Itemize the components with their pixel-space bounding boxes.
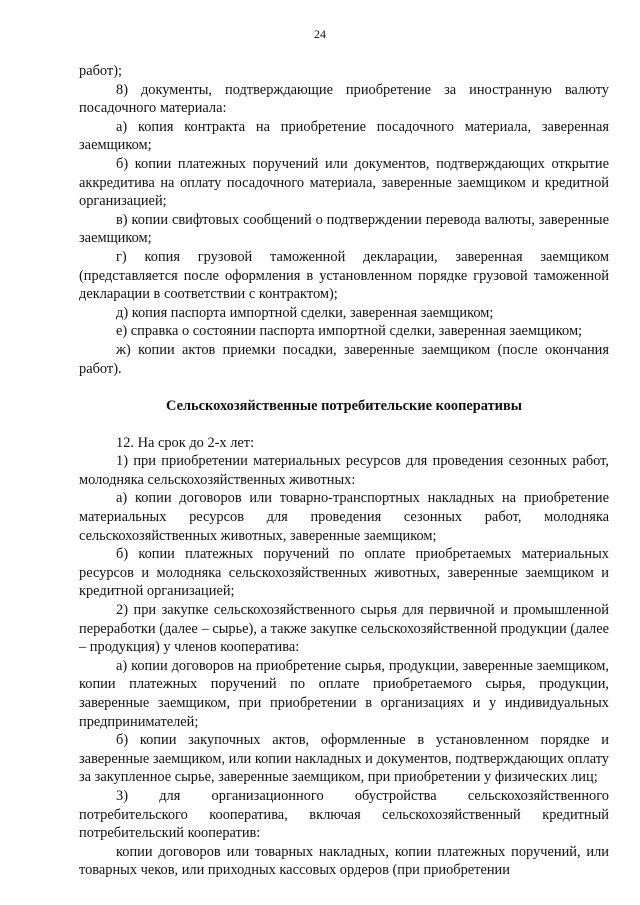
paragraph: 3) для организационного обустройства сельскохозяйственного потребительского кооператива, включая сельскохозяйственный кредитный потребительский кооператив: bbox=[79, 787, 609, 842]
paragraph: а) копия контракта на приобретение посадочного материала, заверенная заемщиком; bbox=[79, 118, 609, 154]
paragraph: б) копии закупочных актов, оформленные в установленном порядке и заверенные заемщиком, или копии накладных и документов, подтверждающих оплату за закупленное сырье, заверенные заемщиком, при приобретении у физических лиц; bbox=[79, 732, 609, 786]
page-number: 24 bbox=[314, 27, 326, 41]
paragraph: г) копия грузовой таможенной декларации, заверенная заемщиком (представляется после оформления в установленном порядке грузовой таможенной декларации в соответствии с контрактом); bbox=[79, 248, 609, 303]
paragraph: копии договоров или товарных накладных, копии платежных поручений, или товарных чеков, или приходных кассовых ордеров (при приобретении bbox=[79, 843, 609, 879]
paragraph: 2) при закупке сельскохозяйственного сырья для первичной и промышленной переработки (далее – сырье), а также закупке сельскохозяйственной продукции (далее – продукция) у членов кооператива: bbox=[79, 602, 609, 656]
document-body bbox=[79, 62, 609, 880]
paragraph: ж) копии актов приемки посадки, заверенные заемщиком (после окончания работ). bbox=[79, 341, 609, 377]
paragraph: е) справка о состоянии паспорта импортной сделки, заверенная заемщиком; bbox=[116, 323, 583, 340]
paragraph: 1) при приобретении материальных ресурсов для проведения сезонных работ, молодняка сельскохозяйственных животных: bbox=[79, 453, 609, 488]
paragraph: а) копии договоров или товарно-транспортных накладных на приобретение материальных ресурсов для проведения сезонных работ, молодняка сельскохозяйственных животных, заверенные заемщиком; bbox=[79, 490, 609, 544]
paragraph: работ); bbox=[79, 63, 122, 79]
section-heading: Сельскохозяйственные потребительские кооперативы bbox=[166, 398, 522, 415]
paragraph: а) копии договоров на приобретение сырья, продукции, заверенные заемщиком, копии платежных поручений по оплате приобретаемого сырья, продукции, заверенные заемщиком, при приобретении в организациях и у индивидуальных предпринимателей; bbox=[79, 657, 609, 730]
paragraph: б) копии платежных поручений или документов, подтверждающих открытие аккредитива на оплату посадочного материала, заверенные заемщиком и кредитной организацией; bbox=[79, 155, 609, 210]
paragraph: б) копии платежных поручений по оплате приобретаемых материальных ресурсов и молодняка сельскохозяйственных животных, заверенные заемщиком и кредитной организацией; bbox=[79, 546, 609, 600]
paragraph: 8) документы, подтверждающие приобретение за иностранную валюту посадочного материала: bbox=[79, 81, 609, 117]
paragraph: в) копии свифтовых сообщений о подтверждении перевода валюты, заверенные заемщиком; bbox=[79, 211, 609, 247]
paragraph: д) копия паспорта импортной сделки, заверенная заемщиком; bbox=[116, 304, 494, 321]
paragraph: 12. На срок до 2-х лет: bbox=[116, 434, 255, 451]
